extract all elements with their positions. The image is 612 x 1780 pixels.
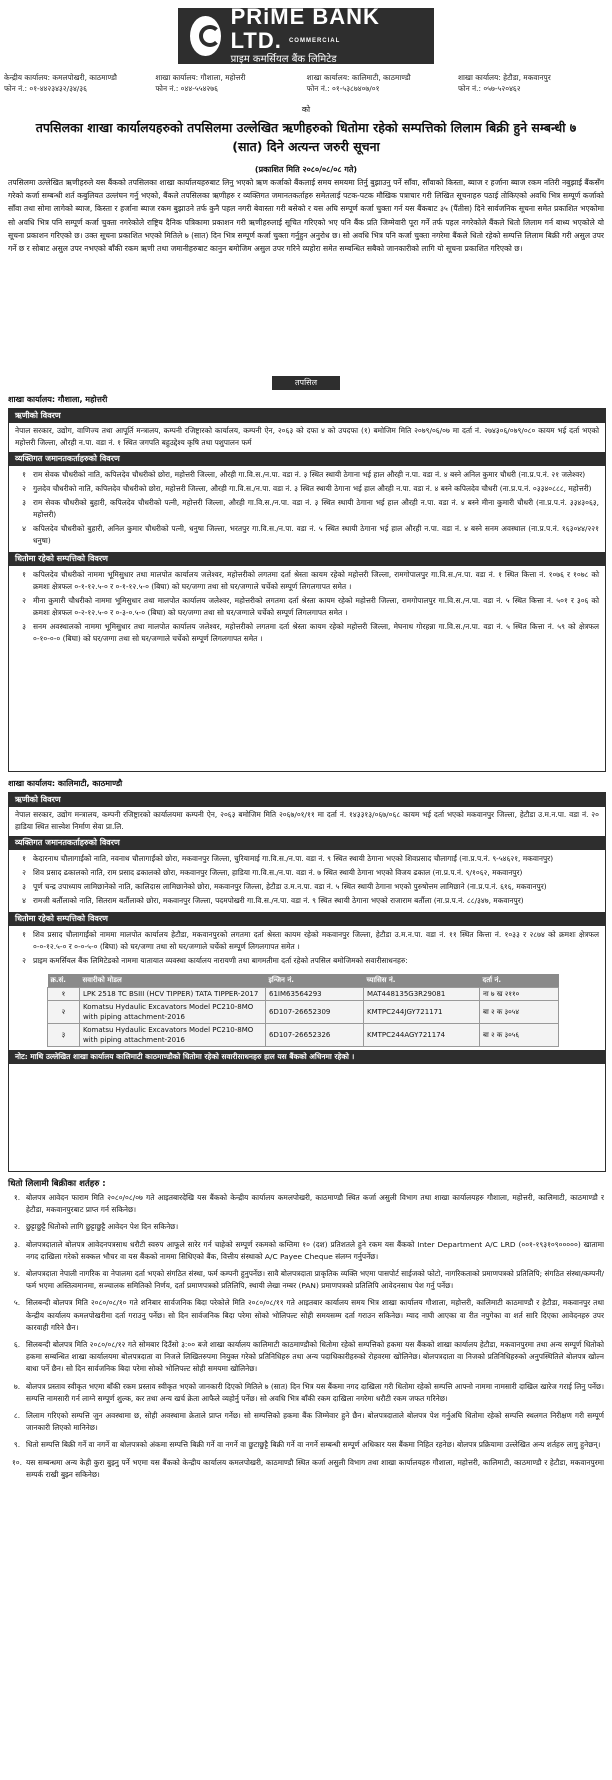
terms-title: धितो लिलामी बिक्रीका शर्तहरु : xyxy=(8,1179,106,1189)
collateral-list xyxy=(9,926,605,972)
table-row: १ LPK 2518 TC BSIII (HCV TIPPER) TATA TIPPER-2017 61IM63564293 MAT448135G3R29081 ना ७ ख २११० xyxy=(48,988,559,1001)
brand-nepali: प्राइम कमर्सियल बैंक लिमिटेड xyxy=(230,54,337,65)
borrower-details: नेपाल सरकार, उद्योग मन्त्रालय, कम्पनी रजिष्ट्रारको कार्यालयमा कम्पनी ऐन, २०६३ बमोजिम मिति २०६७/०१/११ मा दर्ता नं. १४३३१३/०६७/०६८ कायम भई दर्ता भएको मकवानपुर जिल्ला, हेटौडा उ.म.न.पा. वडा नं. २० हाडिया स्थित सात्त्वेश निर्माण सेवा प्रा.लि. xyxy=(15,810,599,831)
vehicle-table xyxy=(47,974,559,1047)
collateral-header: धितोमा रहेको सम्पत्तिको विवरण xyxy=(9,912,605,926)
list-item: ३. बोलपत्रदाताले बोलपत्र आवेदनपत्रसाथ धरौटी स्वरुप आफूले सारेर गर्न चाहेको सम्पूर्ण रकमको कम्तिमा १० (दश) प्रतिशतले हुने रकम यस बैंकको Inter Department A/C LRD (००१-१९३१०९०००००) खातामा नगद दाखिला गरेको सक्कल भौचर वा यस बैंकको नाममा सिधिएको बैंक, वित्तीय संस्थाको A/C Payee Cheque संलग्न गर्नुपर्नेछ। xyxy=(13,1239,604,1261)
office-central: केन्द्रीय कार्यालय: कमलपोखरी, काठमाण्डौ फोन नं.: ०१-४४२३४३२/३४/३६ xyxy=(4,73,117,93)
list-item: ३ सनम अवस्थालको नाममा भूमिसुधार तथा मालपोत कार्यालय जलेश्वर, महोत्तरीको लगतमा दर्ता श्रेस्ता कायम रहेको महोत्तरी जिल्ला, मेघनाथ गोरहन्ना गा.वि.स./न.पा. वडा नं. ५ स्थित कित्ता नं. ५९ को क्षेत्रफल ०-१०-०-० (बिघा) को घर/जग्गा तथा सो घर/जग्गाले चर्चेको सम्पूर्ण लिगलगापत समेत । xyxy=(22,622,599,643)
office-addresses xyxy=(4,72,608,94)
collateral-header: धितोमा रहेको सम्पत्तिको विवरण xyxy=(9,552,605,566)
list-item: १ शिव प्रसाद चौलागाईंको नाममा मालपोत कार्यालय हेटौडा, मकवानपुरको लगतमा दर्ता श्रेस्ता कायम रहेको मकवानपुर जिल्ला, हेटौडा उ.म.न.पा. वडा नं. ११ स्थित कित्ता नं. १०३३ र २८७४ को क्रमशः क्षेत्रफल ०-०-१२.५-० र ०-०-५-० (बिघा) को घर/जग्गा तथा सो घर/जग्गाले चर्चेको सम्पूर्ण लिगलगापत समेत । xyxy=(22,930,599,951)
borrower-header: ऋणीको विवरण xyxy=(9,409,605,423)
borrower-details: नेपाल सरकार, उद्योग, वाणिज्य तथा आपूर्ति मन्त्रालय, कम्पनी रजिष्ट्रारको कार्यालय, कम्पनी ऐन, २०६३ को दफा ४ को उपदफा (१) बमोजिम मिति २०७९/०६/०७ मा दर्ता नं. २७४३०६/०७९/०८० कायम भई दर्ता भएको महोत्तरी जिल्ला, औरही न.पा. वडा नं. १ स्थित जगपति बहुउद्देश्य कृषि तथा पशुपालन फर्म xyxy=(15,426,599,447)
guarantor-list xyxy=(9,466,605,552)
office-hetauda: शाखा कार्यालय: हेटौडा, मकवानपुर फोन नं.: ०५७-५२०४६२ xyxy=(457,73,551,93)
list-item: १. बोलपत्र आवेदन फाराम मिति २०८०/०८/०७ गते आइतबारदेखि यस बैंकको केन्द्रीय कार्यालय कमलपोखरी, काठमाण्डौ स्थित कर्जा असुली विभाग तथा शाखा कार्यालयहरु गौशाला, महोत्तरी, कालिमाटी, काठमाण्डौ र हेटौडा, मकवानपुरबाट प्राप्त गर्न सकिनेछ। xyxy=(13,1193,604,1215)
list-item: ३ पूर्ण चन्द्र उपाध्याय लामिछानेको नाति, कालिदास लामिछानेको छोरा, मकवानपुर जिल्ला, हेटौडा उ.म.न.पा. वडा नं. ५ स्थित स्थायी ठेगाना भएको पुरुषोत्तम लामिछाने (ना.प्र.प.नं. ६१६, मकवानपुर) xyxy=(22,882,547,891)
guarantor-header: व्यक्तिगत जमानतकर्ताहरुको विवरण xyxy=(9,836,605,850)
list-item: १ कपिलदेव चौधरीको नाममा भूमिसुधार तथा मालपोत कार्यालय जलेश्वर, महोत्तरीको लगतमा दर्ता श्रेस्ता कायम रहेको महोत्तरी जिल्ला, रामगोपालपुर गा.वि.स./न.पा. वडा नं. १ स्थित कित्ता नं. १०७६ र १०७८ को क्रमशः क्षेत्रफल ०-१-१२.५-० र ०-१-१२.५-० (बिघा) को घर/जग्गा तथा सो घर/जग्गाले चर्चेको सम्पूर्ण लिगलगापत समेत । xyxy=(22,570,599,591)
branch-title-kalimati: शाखा कार्यालय: कालिमाटी, काठमाण्डौ xyxy=(8,779,123,788)
list-item: ४ कपिलदेव चौधरीको बुहारी, अनिल कुमार चौधरीको पत्नी, धनुषा जिल्ला, भरतपुर गा.वि.स./न.पा. वडा नं. ५ स्थित स्थायी ठेगाना भई हाल औरही न.पा. वडा नं. ४ बस्ने सनम अवस्थाल (ना.प्र.प.नं. १६३०४४/२२१ धनुषा) xyxy=(22,524,599,545)
bank-logo-icon xyxy=(190,16,221,56)
publish-date: (प्रकाशित मिति २०८०/०८/०८ गते) xyxy=(254,165,358,174)
list-item: ९. धितो सम्पत्ति बिक्री गर्ने वा नगर्ने वा बोलपत्रको अंकमा सम्पत्ति बिक्री गर्ने वा नगर्ने वा छुटाछुट्टै बिक्री गर्ने वा नगर्ने सम्बन्धी सम्पूर्ण अधिकार यस बैंकमा निहित रहनेछ। बोलपत्र प्रक्रियामा उल्लेखित अन्य शर्तहरु लागु हुनेछन्। xyxy=(13,1440,601,1450)
branch-title-gaushala: शाखा कार्यालय: गौशाला, महोत्तरी xyxy=(8,395,108,404)
branch-gaushala-box xyxy=(8,408,606,772)
branch-kalimati-box xyxy=(8,792,606,1172)
bank-logo xyxy=(178,4,434,65)
guarantor-list xyxy=(9,850,605,912)
list-item: ५. सिलबन्दी बोलपत्र मिति २०८०/०८/१० गते शनिबार सार्वजनिक बिदा परेकोले मिति २०८०/०८/११ गते आइतबार कार्यालय समय भित्र शाखा कार्यालय गौशाला, महोत्तरी, कालिमाटी काठमाण्डौ र हेटौडा, मकवानपुर तथा केन्द्रीय कार्यालय कमलपोखरीमा दर्ता गराउनु पर्नेछ। सो दिन सार्वजनिक बिदा परेमा सोको भोलिपल्ट सोही समयसम्म दर्ता गराउन सकिनेछ। म्याद नाघी आएका वा रीत नपुगेका वा शर्त सारि दिएका आवेदनहरु उपर कारवाही गरिने छैन। xyxy=(13,1298,604,1332)
list-item: ४ रामजी बर्तौलाको नाति, सितराम बर्तौलाको छोरा, मकवानपुर जिल्ला, पदमपोखरी गा.वि.स./न.पा. वडा नं. ९ स्थित स्थायी ठेगाना भएको राजाराम बर्तौला (ना.प्र.प.नं. ८८/३४७, मकवानपुर) xyxy=(22,896,524,905)
notice-connector: को xyxy=(301,105,311,114)
office-gaushala: शाखा कार्यालय: गौशाला, महोत्तरी फोन नं.: ०४४-५५४२७६ xyxy=(155,73,246,93)
list-item: १ राम सेवक चौधरीको नाति, कपिलदेव चौधरीको छोरा, महोत्तरी जिल्ला, औरही गा.वि.स./न.पा. वडा नं. ३ स्थित स्थायी ठेगाना भई हाल औरही न.पा. वडा नं. ४ बस्ने अनिल कुमार चौधरी (ना.प्र.प.नं. २१ जलेश्वर) xyxy=(22,470,586,479)
office-kalimati: शाखा कार्यालय: कालिमाटी, काठमाण्डौ फोन नं.: ०१-५३८७४०७/०१ xyxy=(306,73,411,93)
list-item: ३ राम सेवक चौधरीको बुहारी, कपिलदेव चौधरीको पत्नी, महोत्तरी जिल्ला, औरही गा.वि.स./न.पा. वडा नं. ३ स्थित स्थायी ठेगाना भई हाल औरही न.पा. वडा नं. ४ बस्ने मीना कुमारी चौधरी (ना.प्र.प.नं. ३३४३०६३, महोत्तरी) xyxy=(22,498,599,519)
list-item: ४. बोलपत्रदाता नेपाली नागरिक वा नेपालमा दर्ता भएको संगठित संस्था, फर्म कम्पनी हुनुपर्नेछ। सावै बोलपत्रदाता प्राकृतिक व्यक्ति भएमा पासपोर्ट साईजको फोटो, नागरिकताको प्रमाणपत्रको प्रतिलिपि; संगठित संस्था/कम्पनी/फर्म भएमा अस्तित्वमानमा, सञ्चालक समितिको निर्णय, दर्ता प्रमाणपत्रको प्रतिलिपि, स्थायी लेखा नम्बर (PAN) प्रमाणपत्रको प्रतिलिपि आवेदनसाथ पेश गर्नु पर्नेछ। xyxy=(13,1269,604,1291)
guarantor-header: व्यक्तिगत जमानतकर्ताहरुको विवरण xyxy=(9,452,605,466)
vehicle-note: नोट: माथि उल्लेखित शाखा कार्यालय कालिमाटी काठमाण्डौको धितोमा रहेको सवारीसाधनहरु हाल यस बैंकको अधिनमा रहेको । xyxy=(9,1050,605,1064)
collateral-list xyxy=(9,566,605,650)
list-item: ८. लिलाम गरिएको सम्पत्ति जुन अवस्थामा छ, सोही अवस्थामा क्रेताले प्राप्त गर्नेछ। सो सम्पत्तिको हकमा बैंक जिम्मेवार हुने छैन। बोलपत्रदाताले बोलपत्र पेश गर्नुअघि धितोमा रहेको सम्पत्ति स्थलगत निरीक्षण गरी सम्पूर्ण जानकारी लिएको मानिनेछ। xyxy=(13,1411,604,1433)
table-row: २ Komatsu Hydaulic Excavators Model PC210-8MO with piping attachment-2016 6D107-26652309 KMTPC244JGY721171 बा २ क ३०५४ xyxy=(48,1001,559,1024)
table-row: ३ Komatsu Hydaulic Excavators Model PC210-8MO with piping attachment-2016 6D107-26652326 KMTPC244AGY721174 बा २ क ३०५६ xyxy=(48,1024,559,1047)
list-item: २ मीना कुमारी चौधरीको नाममा भूमिसुधार तथा मालपोत कार्यालय जलेश्वर, महोत्तरीको लगतमा दर्ता श्रेस्ता कायम रहेको महोत्तरी जिल्ला, रामगोपालपुर गा.वि.स./न.पा. वडा नं. ५ स्थित कित्ता नं. ५०१ र ३०६ को क्रमशः क्षेत्रफल ०-२-१२.५-० र ०-३-०.५-० (बिघा) को घर/जग्गा तथा सो घर/जग्गाले चर्चेको सम्पूर्ण लिगलगापत समेत । xyxy=(22,596,599,617)
list-item: ७. बोलपत्र प्रस्ताव स्वीकृत भएमा बाँकी रकम प्रस्ताव स्वीकृत भएको जानकारी दिएको मितिले ७ (सात) दिन भित्र यस बैंकमा नगद दाखिला गरी धितोमा रहेको सम्पत्ति आफ्नो नाममा नामसारी दाखिल खारेज गराई लिनु पर्नेछ। सम्पत्ति नामसारी गर्न लाग्ने सम्पूर्ण शुल्क, कर तथा अन्य खर्च क्रेता आफैले व्यहोर्नु पर्नेछ। सो अवधि भित्र बाँकी रकम दाखिला नगरेमा धरौटी रकम जफत गरिनेछ। xyxy=(13,1381,604,1403)
notice-headline: तपसिलका शाखा कार्यालयहरुको तपसिलमा उल्लेखित ऋणीहरुको धितोमा रहेको सम्पत्तिको लिलाम बिक्री हुने सम्बन्धी ७ (सात) दिने अत्यन्त जरुरी सूचना xyxy=(35,120,577,154)
notice-intro: तपसिलमा उल्लेखित ऋणीहरुले यस बैंकको तपसिलका शाखा कार्यालयहरुबाट लिनु भएको ऋण कर्जाको बैंकलाई समय समयमा तिर्नु बुझाउनु पर्ने साँवा, साँवाको किस्ता, ब्याज र हर्जाना ब्याज रकम नतिरी नबुझाई बैंकसँग गरेको कर्जा सम्बन्धी शर्त कबुलियत उल्लंघन गर्नु भएको, बैंकले तपसिलका ऋणीहरु र व्यक्तिगत जमानतकर्ताहरु समेतलाई पटक-पटक मौखिक पत्राचार गरी लिखित सूचनाहरु पठाई तोकिएको अवधि भित्र सम्पूर्ण कर्जाको साँवा तथा सोमा लागेको ब्याज, किस्ता र हर्जाना ब्याज रकम बुझाउने तर्फ कुनै पहल नगरी बेवास्ता गरी बसेको र यस अघि सम्पूर्ण कर्जा चुक्ता गर्न यस बैंकबाट ३५ (पैंतीस) दिने सार्वजनिक सूचना समेत प्रकाशित भएकोमा सो अवधि भित्र पनि सम्पूर्ण कर्जा चुक्ता नगरेकोले राष्ट्रिय दैनिक पत्रिकामा प्रकाशन गरी ऋणीहरुलाई सूचित गरिएको भए पनि बैंक प्रति जिम्मेवारी पूरा गर्ने तर्फ पहल नगरेकोले बैंकले धितो लिलाम गर्न बाध्य भएकोले यो सूचना प्रकाशन गरिएको छ। उक्त सूचना प्रकाशित भएको मितिले ७ (सात) दिन भित्र सम्पूर्ण कर्जा चुक्ता गर्नुहुन अनुरोध छ। सो अवधि भित्र पनि कर्जा चुक्ता नगरेमा बैंकले धितो रहेको सम्पत्ति लिलाम बिक्री गरी असुल उपर गर्ने छ र सोबाट असुल उपर नभएको बाँकी रकम ऋणी तथा जमानीहरुबाट कानुन बमोजिम असुल उपर गरिने व्यहोरा समेत सम्बन्धित सबैको जानकारीको लागि यो सूचना प्रकाशित गरिएको छ। xyxy=(8,178,604,254)
list-item: १ केदारनाथ चौलागाईंको नाति, नवनाथ चौलागाईंको छोरा, मकवानपुर जिल्ला, चुरियामाई गा.वि.स./न.पा. वडा नं. ९ स्थित स्थायी ठेगाना भएको शिवप्रसाद चौलागाईं (ना.प्र.प.नं. ९-५४६२१, मकवानपुर) xyxy=(22,854,554,863)
list-item: २ गुलदेव चौधरीको नाति, कपिलदेव चौधरीको छोरा, महोत्तरी जिल्ला, औरही गा.वि.स./न.पा. वडा नं. ३ स्थित स्थायी ठेगाना भई हाल औरही न.पा. वडा नं. ४ बस्ने कपिलदेव चौधरी (ना.प्र.प.नं. ०३३४०८८८, महोत्तरी) xyxy=(22,484,592,493)
list-item: १०. यस सम्बन्धमा अन्य केही कुरा बुझ्नु पर्ने भएमा यस बैंकको केन्द्रीय कार्यालय कमलपोखरी, काठमाण्डौ स्थित कर्जा असुली विभाग तथा शाखा कार्यालयहरु गौशाला, महोत्तरी, कालिमाटी, काठमाण्डौ र हेटौडा, मकवानपुरमा सम्पर्क राखी बुझ्न सकिनेछ। xyxy=(11,1457,604,1479)
borrower-header: ऋणीको विवरण xyxy=(9,793,605,807)
terms-list xyxy=(8,1192,604,1776)
table-header-row: क्र.सं. सवारीको मोडल इन्जिन नं. च्यासिस नं. दर्ता नं. xyxy=(48,974,559,988)
tapsil-label: तपसिल xyxy=(272,376,340,390)
list-item: २ प्राइम कमर्सियल बैंक लिमिटेडको नाममा यातायात व्यवस्था कार्यालय नारायणी तथा बागमतीमा दर्ता रहेको तपसिल बमोजिमको सवारीसाधनहरु: xyxy=(22,956,408,965)
brand-name: PRiME BANK LTD. xyxy=(230,4,380,53)
list-item: २ शिव प्रसाद ढकालको नाति, राम प्रसाद ढकालको छोरा, मकवानपुर जिल्ला, हाडिया गा.वि.स./न.पा. वडा नं. ७ स्थित स्थायी ठेगाना भएको विजय ढकाल (ना.प्र.प.नं. ९/१०६२, मकवानपुर) xyxy=(22,868,523,877)
bank-logo-text xyxy=(231,5,434,67)
brand-tag: COMMERCIAL xyxy=(288,38,341,44)
list-item: २. छुट्टाछुट्टै धितोको लागि छुट्टाछुट्टै आवेदन पेश दिन सकिनेछ। xyxy=(13,1222,179,1232)
list-item: ६. सिलबन्दी बोलपत्र मिति २०८०/०८/१२ गते सोमबार दिउँसो ३:०० बजे शाखा कार्यालय कालिमाटी काठमाण्डौको धितोमा रहेको सम्पत्तिको हकमा यस बैंकको शाखा कार्यालय हेटौडा, मकवानपुरमा तथा अन्य सम्पूर्ण धितोको हकमा सम्बन्धित शाखा कार्यालयमा बोलपत्रदाता वा निजले लिखितरुपमा नियुक्त गरेको प्रतिनिधिहरु तथा अन्य पदाधिकारीहरुको रोहवरमा खोलिनेछ। बोलपत्रदाता वा निजको प्रतिनिधिहरुको अनुपस्थितिले बोलपत्र खोल्न बाधा पर्ने छैन। सो दिन सार्वजनिक बिदा परेमा सोको भोलिपल्ट सोही समयमा खोलिनेछ। xyxy=(13,1340,604,1374)
